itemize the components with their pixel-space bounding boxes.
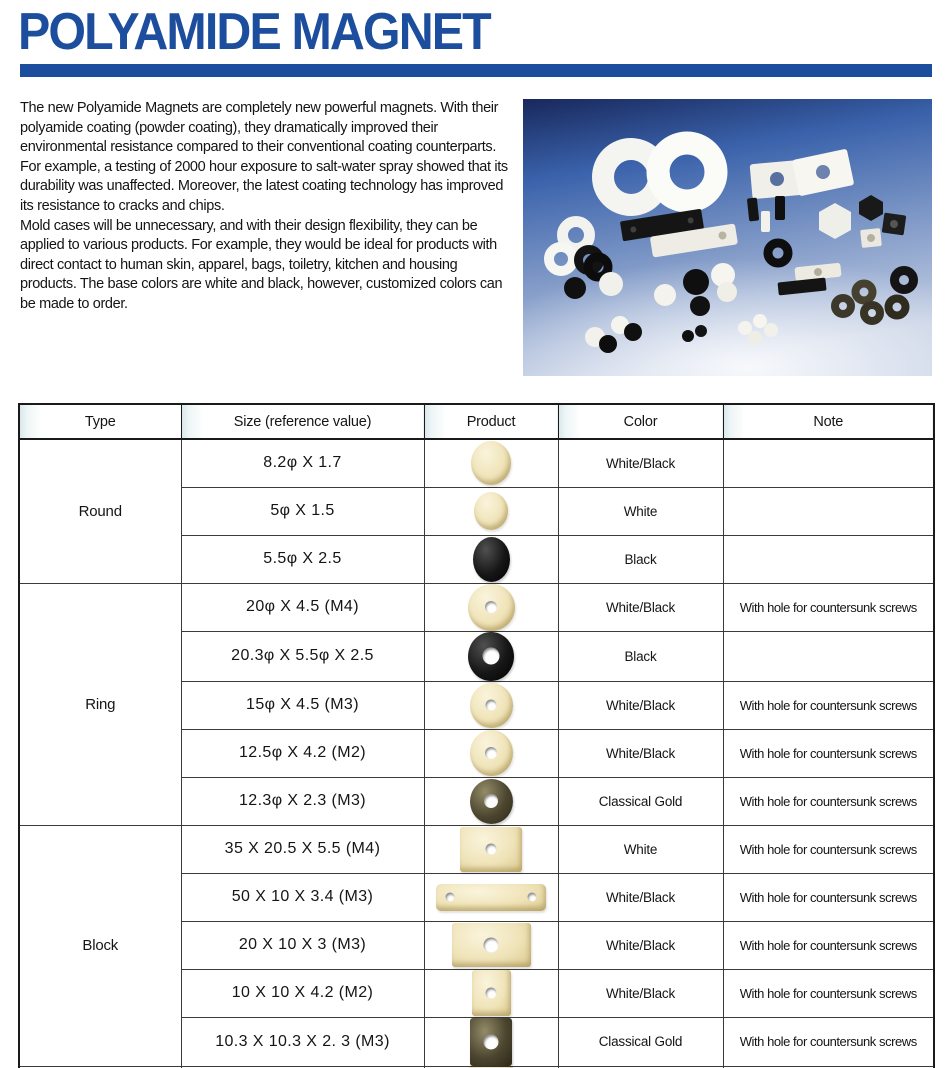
color-cell: Classical Gold xyxy=(558,1017,723,1066)
product-cell xyxy=(424,631,558,681)
note-cell: With hole for countersunk screws xyxy=(723,583,934,631)
countersunk-hole xyxy=(446,893,455,902)
intro-paragraphs xyxy=(20,99,516,315)
intro-paragraph-2: Mold cases will be unnecessary, and with their design flexibility, they can be applied to various products. For example, they would be ideal for products with direct contact to human skin, apparel, bags, toiletry, kitchen and housing products. The base colors are white and black, however, customized colors can be made to order. xyxy=(20,217,503,312)
note-cell xyxy=(723,535,934,583)
size-cell: 20 X 10 X 3 (M3) xyxy=(181,921,424,969)
countersunk-hole xyxy=(484,1034,499,1049)
color-cell: Black xyxy=(558,535,723,583)
color-cell: White/Black xyxy=(558,681,723,729)
type-cell: Ring xyxy=(19,583,181,825)
size-cell: 12.3φ X 2.3 (M3) xyxy=(181,777,424,825)
table-row xyxy=(19,825,934,873)
white-bar-magnet-image xyxy=(436,884,546,911)
black-ring-magnet-image xyxy=(468,632,514,681)
note-cell: With hole for countersunk screws xyxy=(723,921,934,969)
column-header-note: Note xyxy=(723,404,934,439)
product-photo xyxy=(523,99,932,376)
color-cell: White/Black xyxy=(558,921,723,969)
color-cell: Black xyxy=(558,631,723,681)
column-header-size: Size (reference value) xyxy=(181,404,424,439)
product-cell xyxy=(424,729,558,777)
white-block-magnet-image xyxy=(460,827,522,872)
product-cell xyxy=(424,777,558,825)
classical-gold-square-magnet-image xyxy=(470,1018,512,1066)
table-header-row xyxy=(19,404,934,439)
product-cell xyxy=(424,535,558,583)
size-cell: 12.5φ X 4.2 (M2) xyxy=(181,729,424,777)
countersunk-hole xyxy=(485,747,497,759)
color-cell: White/Black xyxy=(558,439,723,487)
white-ring-magnet-image xyxy=(470,730,513,776)
size-cell: 20φ X 4.5 (M4) xyxy=(181,583,424,631)
white-ring-magnet-image xyxy=(468,584,515,631)
color-cell: White/Black xyxy=(558,873,723,921)
product-cell xyxy=(424,825,558,873)
countersunk-hole xyxy=(486,700,497,711)
countersunk-hole xyxy=(527,893,536,902)
product-cell xyxy=(424,583,558,631)
note-cell: With hole for countersunk screws xyxy=(723,969,934,1017)
table-row xyxy=(19,439,934,487)
note-cell: With hole for countersunk screws xyxy=(723,729,934,777)
note-cell xyxy=(723,439,934,487)
countersunk-hole xyxy=(485,601,497,613)
table-header xyxy=(19,404,934,439)
size-cell: 20.3φ X 5.5φ X 2.5 xyxy=(181,631,424,681)
black-round-magnet-image xyxy=(473,537,510,582)
note-cell: With hole for countersunk screws xyxy=(723,681,934,729)
white-block-magnet-image xyxy=(452,923,531,967)
product-cell xyxy=(424,873,558,921)
magnet-spec-table xyxy=(18,403,935,1068)
size-cell: 10 X 10 X 4.2 (M2) xyxy=(181,969,424,1017)
classical-gold-ring-magnet-image xyxy=(470,779,513,824)
type-cell: Block xyxy=(19,825,181,1066)
product-cell xyxy=(424,969,558,1017)
white-round-magnet-image xyxy=(471,441,511,485)
size-cell: 50 X 10 X 3.4 (M3) xyxy=(181,873,424,921)
countersunk-hole xyxy=(486,844,497,855)
product-cell xyxy=(424,439,558,487)
color-cell: Classical Gold xyxy=(558,777,723,825)
table-row xyxy=(19,583,934,631)
note-cell: With hole for countersunk screws xyxy=(723,1017,934,1066)
product-cell xyxy=(424,681,558,729)
color-cell: White/Black xyxy=(558,969,723,1017)
size-cell: 8.2φ X 1.7 xyxy=(181,439,424,487)
size-cell: 5φ X 1.5 xyxy=(181,487,424,535)
column-header-product: Product xyxy=(424,404,558,439)
type-cell: Round xyxy=(19,439,181,583)
countersunk-hole xyxy=(483,648,500,665)
product-cell xyxy=(424,487,558,535)
column-header-color: Color xyxy=(558,404,723,439)
note-cell: With hole for countersunk screws xyxy=(723,825,934,873)
color-cell: White/Black xyxy=(558,729,723,777)
countersunk-hole xyxy=(486,988,497,999)
note-cell xyxy=(723,631,934,681)
white-round-magnet-image xyxy=(474,492,508,530)
countersunk-hole xyxy=(484,794,498,808)
note-cell: With hole for countersunk screws xyxy=(723,777,934,825)
size-cell: 5.5φ X 2.5 xyxy=(181,535,424,583)
product-cell xyxy=(424,921,558,969)
color-cell: White xyxy=(558,825,723,873)
color-cell: White xyxy=(558,487,723,535)
size-cell: 10.3 X 10.3 X 2. 3 (M3) xyxy=(181,1017,424,1066)
title-underline-bar xyxy=(20,64,932,77)
white-square-magnet-image xyxy=(472,970,511,1016)
intro-section xyxy=(20,99,932,315)
product-cell xyxy=(424,1017,558,1066)
intro-paragraph-1: The new Polyamide Magnets are completely new powerful magnets. With their polyamide coating (powder coating), they dramatically improved their environmental resistance compared to their conventional coating counterparts. For example, a testing of 2000 hour exposure to salt-water spray showed that its durability was unaffected. Moreover, the latest coating technology has improved its resistance to cracks and chips. xyxy=(20,100,508,214)
magnet-table-body xyxy=(19,439,934,1068)
white-ring-magnet-image xyxy=(470,683,513,728)
size-cell: 35 X 20.5 X 5.5 (M4) xyxy=(181,825,424,873)
note-cell xyxy=(723,487,934,535)
countersunk-hole xyxy=(484,938,499,953)
color-cell: White/Black xyxy=(558,583,723,631)
page-title: POLYAMIDE MAGNET xyxy=(18,3,490,61)
note-cell: With hole for countersunk screws xyxy=(723,873,934,921)
column-header-type: Type xyxy=(19,404,181,439)
size-cell: 15φ X 4.5 (M3) xyxy=(181,681,424,729)
